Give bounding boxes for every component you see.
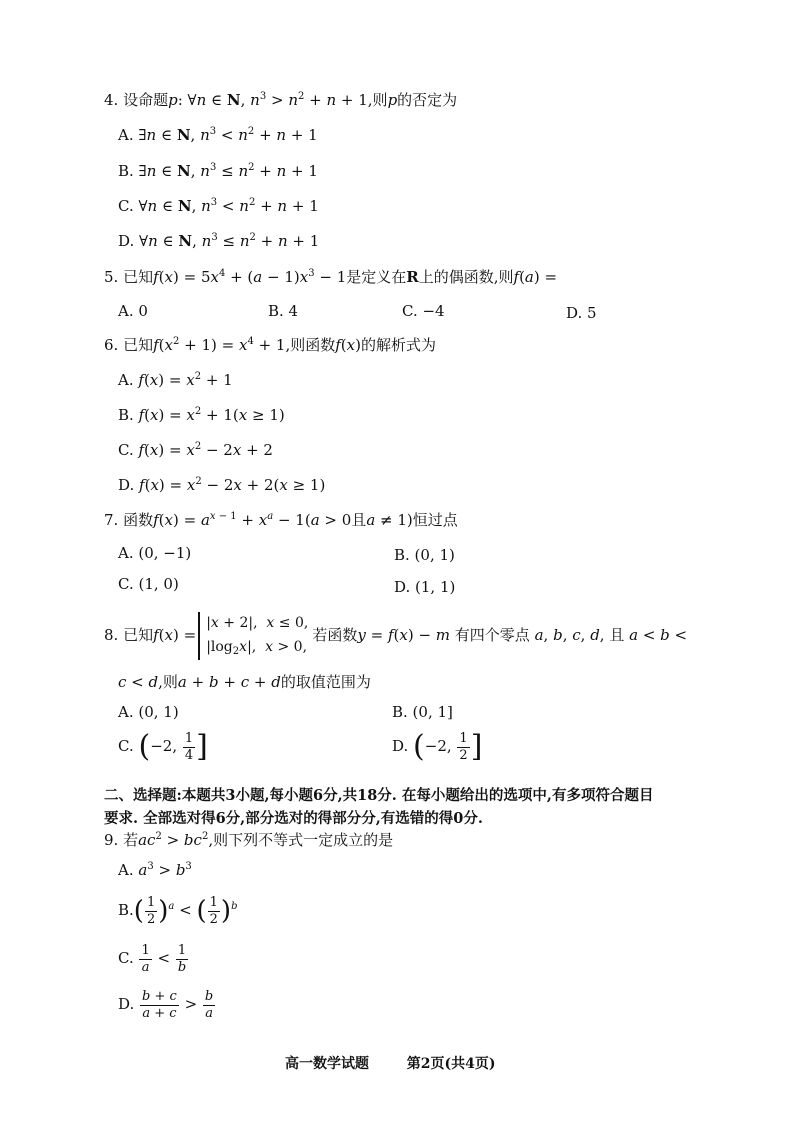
q4-option-a: A. ∃n ∈ N, $n^3 < n^2 + n + 1$ (118, 126, 318, 144)
q6-option-a: A. $f(x) = x^2 + 1$ (118, 371, 233, 389)
footer-subject: 高一数学试题 (285, 1056, 369, 1072)
q8-piecewise (198, 612, 308, 660)
q8-option-a: A. (0, 1) (118, 703, 179, 721)
q6-option-d: D. $f(x) = x^2 - 2x + 2(x \ge 1)$ (118, 476, 326, 494)
q9-option-b: B.( $\frac{1}{2}$ )$^a$ < ( $\frac{1}{2}$ )$^b$ (118, 895, 238, 927)
q8-stem: 8. 已知f(x) =|x + 2|, x ≤ 0, $|\log_2x|$, x > 0,若函数y = f(x) − m 有四个零点 a, b, c, d, 且 a < b < (104, 612, 687, 660)
q7-option-b: B. (0, 1) (394, 546, 455, 564)
footer-page-number: 第2页(共4页) (406, 1056, 496, 1072)
page-footer (285, 1057, 495, 1071)
q6-option-c: C. $f(x) = x^2 - 2x + 2$ (118, 441, 273, 459)
q7-option-c: C. (1, 0) (118, 575, 179, 593)
q8-stem-line2: c < d,则a + b + c + d的取值范围为 (118, 673, 371, 691)
q5-option-b: B. 4 (268, 302, 299, 320)
q5-option-d: D. 5 (566, 304, 597, 322)
q9-option-a: A. $a^3 > b^3$ (118, 861, 192, 879)
q4-option-c: C. ∀n ∈ N, $n^3 < n^2 + n + 1$ (118, 197, 319, 215)
q9-stem: 9. 若$ac^2 > bc^2$,则下列不等式一定成立的是 (104, 831, 394, 849)
section2-line2: 要求. 全部选对得6分,部分选对的得部分分,有选错的得0分. (104, 810, 483, 827)
q8-piece2: $|\log_2x|$, x > 0, (206, 638, 308, 657)
q7-option-a: A. (0, −1) (118, 544, 192, 562)
q5-option-a: A. 0 (118, 302, 148, 320)
q9-option-c: C. $\frac{1}{a}$ < $\frac{1}{b}$ (118, 943, 187, 975)
q8-piece1: |x + 2|, x ≤ 0, (206, 615, 309, 631)
q7-option-d: D. (1, 1) (394, 578, 456, 596)
q4-option-b: B. ∃n ∈ N, $n^3 \le n^2 + n + 1$ (118, 162, 318, 180)
q9-option-d: D. $\frac{b + c}{a + c}$ > $\frac{b}{a}$ (118, 989, 214, 1021)
q8-option-c: C. (−2, $\frac{1}{4}$ ] (118, 729, 208, 765)
q5-stem: 5. 已知$f(x) = 5x^4 + (a - 1)x^3 - 1$是定义在R上的偶函数,则f(a) = (104, 268, 558, 286)
q6-stem: 6. 已知$f(x^2 + 1) = x^4 + 1$,则函数f(x)的解析式为 (104, 336, 436, 354)
q6-option-b: B. $f(x) = x^2 + 1(x \ge 1)$ (118, 406, 285, 424)
q4-option-d: D. ∀n ∈ N, $n^3 \le n^2 + n + 1$ (118, 232, 320, 250)
q8-option-b: B. (0, 1] (392, 703, 453, 721)
section2-line1: 二、选择题:本题共3小题,每小题6分,共18分. 在每小题给出的选项中,有多项符合题目 (104, 787, 654, 804)
q4-stem: 4. 设命题p: ∀n ∈ N, $n^3 > n^2 + n + 1$,则p的否定为 (104, 91, 458, 109)
q8-option-d: D. (−2, $\frac{1}{2}$ ] (392, 729, 483, 765)
q5-option-c: C. −4 (402, 302, 445, 320)
q7-stem: 7. 函数$f(x) = a^{x - 1} + x^a - 1(a > 0$且a ≠ 1)恒过点 (104, 511, 458, 529)
